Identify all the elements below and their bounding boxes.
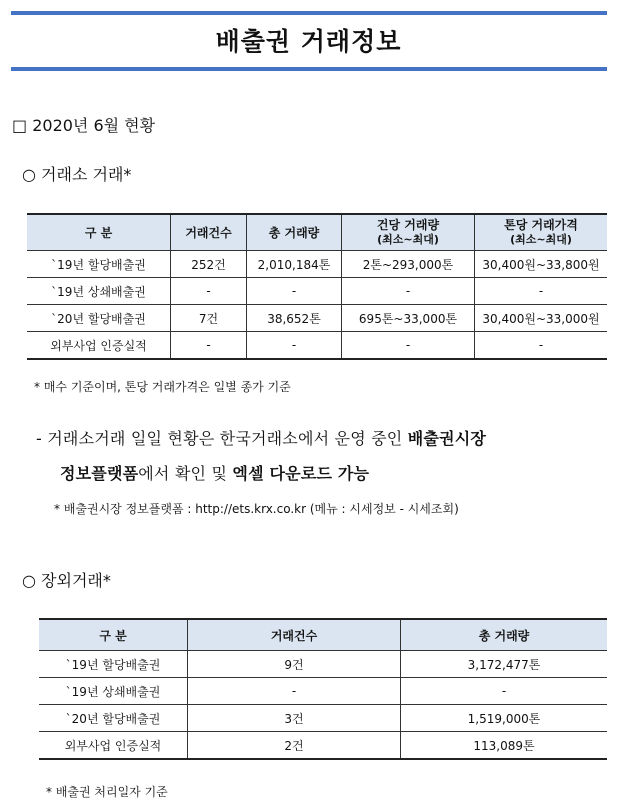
otc-heading: ○ 장외거래* (22, 571, 111, 590)
paragraph-text: 에서 확인 및 (138, 464, 233, 483)
table-header-row (27, 214, 607, 251)
cell: - (401, 678, 608, 705)
header-count: 거래건수 (188, 619, 401, 651)
cell: - (475, 332, 608, 360)
header-category: 구 분 (27, 214, 171, 251)
cell: 30,400원~33,000원 (475, 305, 608, 332)
cell: 30,400원~33,800원 (475, 251, 608, 278)
cell: `19년 할당배출권 (39, 651, 188, 678)
cell: - (171, 278, 247, 305)
cell: 3건 (188, 705, 401, 732)
cell: 252건 (171, 251, 247, 278)
cell: 2톤~293,000톤 (342, 251, 475, 278)
otc-footnote: * 배출권 처리일자 기준 (46, 785, 168, 799)
exchange-table (27, 213, 607, 360)
cell: `20년 할당배출권 (27, 305, 171, 332)
cell: - (247, 332, 342, 360)
cell: - (475, 278, 608, 305)
cell: - (342, 278, 475, 305)
header-volume: 총 거래량 (247, 214, 342, 251)
top-rule (11, 11, 607, 15)
platform-paragraph-line2 (60, 461, 369, 484)
page-title: 배출권 거래정보 (215, 27, 402, 56)
table-row (39, 678, 607, 705)
table-row (27, 251, 607, 278)
table-row (27, 332, 607, 360)
paragraph-bold-text: 배출권시장 (407, 429, 487, 448)
header-volume-per-trade: 건당 거래량 (최소~최대) (342, 214, 475, 251)
cell: 113,089톤 (401, 732, 608, 760)
cell: `20년 할당배출권 (39, 705, 188, 732)
table-header-row (39, 619, 607, 651)
cell: `19년 할당배출권 (27, 251, 171, 278)
header-price-per-ton: 톤당 거래가격 (최소~최대) (475, 214, 608, 251)
header-volume: 총 거래량 (401, 619, 608, 651)
cell: 2건 (188, 732, 401, 760)
platform-url-note: * 배출권시장 정보플랫폼 : http://ets.krx.co.kr (메뉴 : 시세정보 - 시세조회) (54, 502, 459, 516)
cell: 2,010,184톤 (247, 251, 342, 278)
cell: 7건 (171, 305, 247, 332)
cell: 외부사업 인증실적 (27, 332, 171, 360)
cell: 3,172,477톤 (401, 651, 608, 678)
cell: - (247, 278, 342, 305)
cell: 9건 (188, 651, 401, 678)
table-row (39, 732, 607, 760)
cell: 외부사업 인증실적 (39, 732, 188, 760)
cell: - (171, 332, 247, 360)
title-underline (11, 67, 607, 71)
exchange-heading: ○ 거래소 거래* (22, 165, 132, 184)
table-row (39, 705, 607, 732)
cell: 1,519,000톤 (401, 705, 608, 732)
paragraph-bold-text: 정보플랫폼 (60, 464, 139, 483)
table-row (27, 278, 607, 305)
otc-table (39, 618, 607, 760)
cell: `19년 상쇄배출권 (39, 678, 188, 705)
header-count: 거래건수 (171, 214, 247, 251)
cell: 38,652톤 (247, 305, 342, 332)
cell: - (342, 332, 475, 360)
table-row (27, 305, 607, 332)
header-category: 구 분 (39, 619, 188, 651)
cell: - (188, 678, 401, 705)
platform-paragraph-line1 (36, 426, 486, 449)
status-heading: □ 2020년 6월 현황 (12, 116, 156, 135)
paragraph-text: - 거래소거래 일일 현황은 한국거래소에서 운영 중인 (36, 429, 408, 448)
cell: 695톤~33,000톤 (342, 305, 475, 332)
exchange-footnote: * 매수 기준이며, 톤당 거래가격은 일별 종가 기준 (34, 380, 291, 394)
cell: `19년 상쇄배출권 (27, 278, 171, 305)
paragraph-bold-text: 엑셀 다운로드 가능 (232, 464, 370, 483)
table-row (39, 651, 607, 678)
